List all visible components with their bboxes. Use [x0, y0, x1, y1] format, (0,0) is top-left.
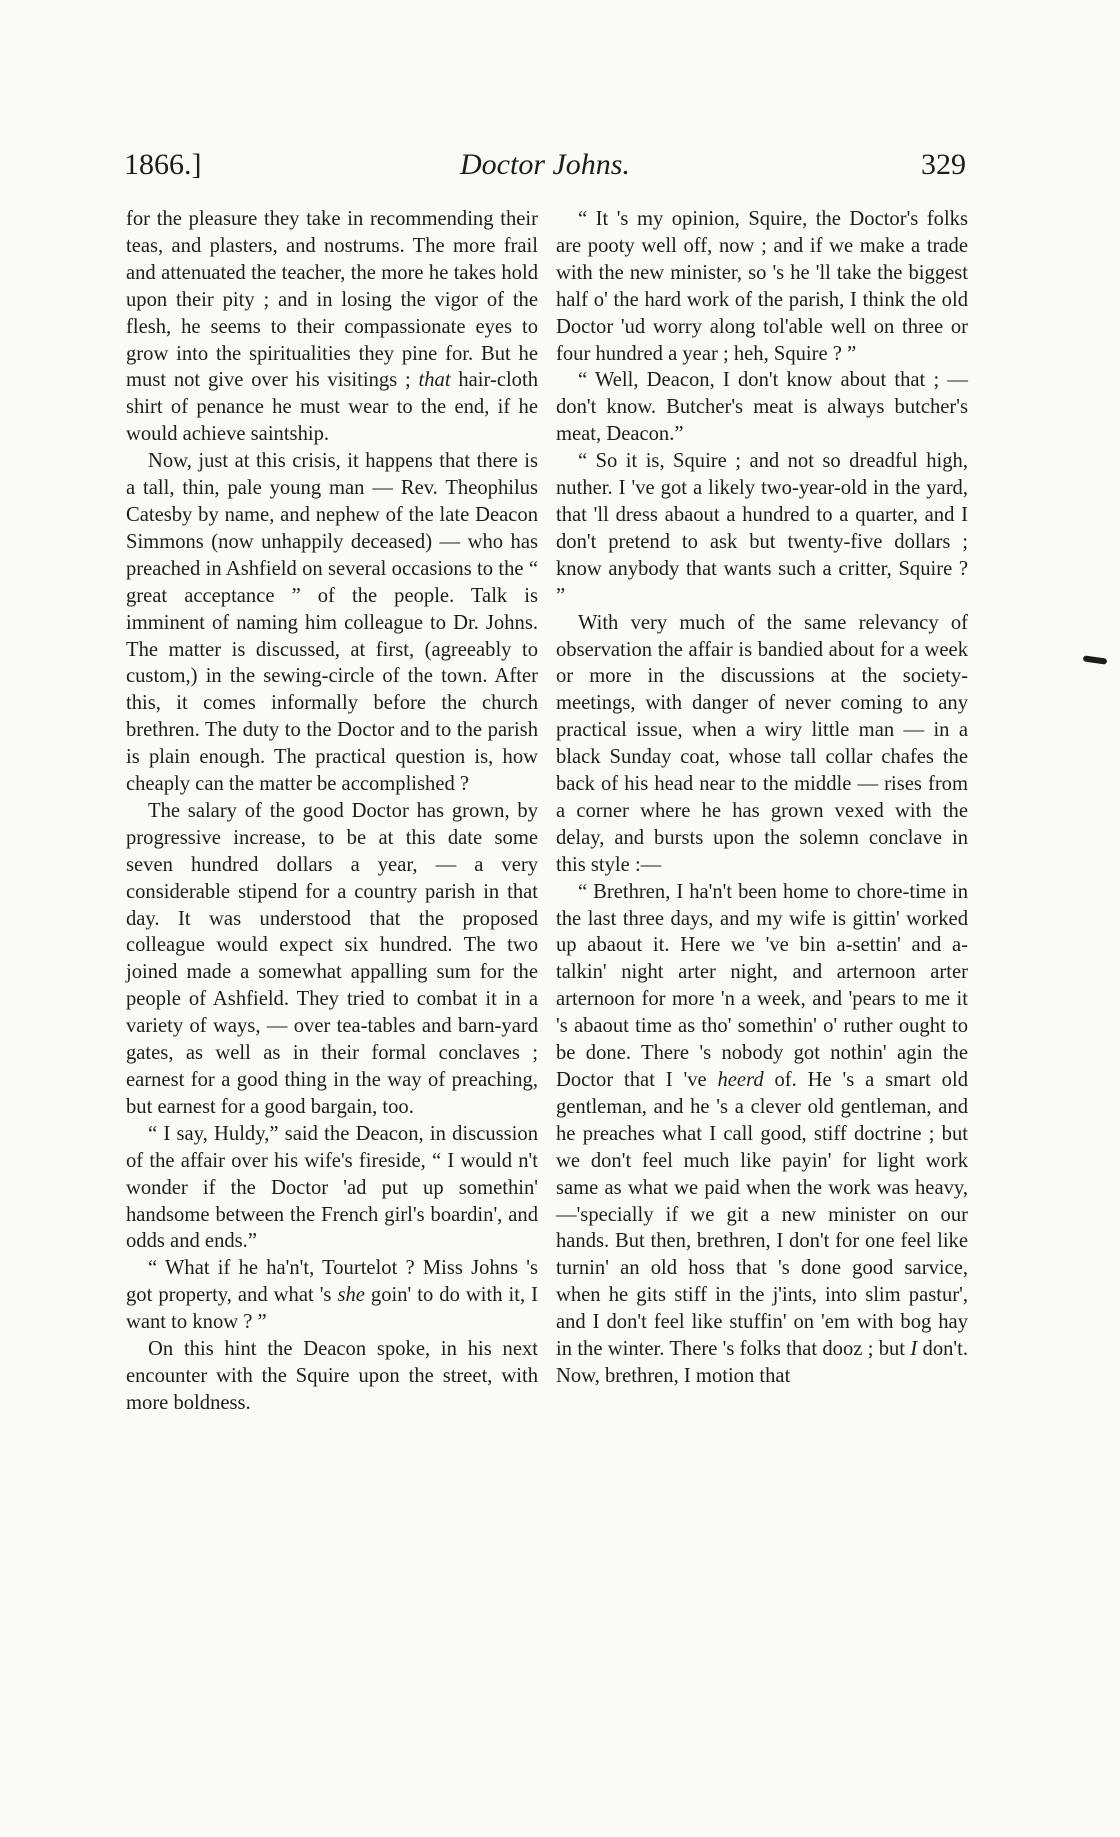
right-column — [556, 206, 968, 1390]
page-number: 329 — [921, 148, 966, 181]
margin-ink-mark — [1083, 655, 1108, 664]
paragraph: With very much of the same relevancy of observation the affair is bandied about for a week or more in the discussions at the society-meetings, with danger of never coming to any practical issue, when a wiry little man — in a black Sunday coat, whose tall collar chafes the back of his head near to the middle — rises from a corner where he has grown vexed with the delay, and bursts upon the solemn conclave in this style :— — [556, 611, 968, 876]
emphasis: I — [910, 1338, 918, 1361]
left-column — [126, 206, 538, 1417]
emphasis: heerd — [717, 1069, 764, 1091]
emphasis: she — [337, 1284, 365, 1307]
paragraph: “ It 's my opinion, Squire, the Doctor's folks are pooty well off, now ; and if we make a trade with the new minister, so 's he 'll take the biggest half o' the hard work of the parish, I think the old Doctor 'ud worry along tol'able well on three or four hundred a year ; heh, Squire ? ” — [556, 208, 968, 365]
paragraph: “ What if he ha'n't, Tourtelot ? Miss Johns 's got property, and what 's she goin' to do with it, I want to know ? ” — [126, 1257, 538, 1334]
paragraph: Now, just at this crisis, it happens that there is a tall, thin, pale young man — Rev. Theophilus Catesby by name, and nephew of the late Deacon Simmons (now unhappily deceased) — who has preached in Ashfield on several occasions to the “ great acceptance ” of the people. Talk is imminent of naming him colleague to Dr. Johns. The matter is discussed, at first, (agreeably to custom,) in the sewing-circle of the town. After this, it comes informally before the church brethren. The duty to the Doctor and to the parish is plain enough. The practical question is, how cheaply can the matter be accomplished ? — [126, 450, 538, 796]
running-header — [124, 148, 966, 192]
page-title: Doctor Johns. — [460, 148, 630, 181]
paragraph: for the pleasure they take in recommending their teas, and plasters, and nostrums. The more frail and attenuated the teacher, the more he takes hold upon their pity ; and in losing the vigor of the flesh, he seems to their compassionate eyes to grow into the spiritualities they pine for. But he must not give over his visitings ; that hair-cloth shirt of penance he must wear to the end, if he would achieve saintship. — [126, 208, 538, 446]
paragraph: “ I say, Huldy,” said the Deacon, in discussion of the affair over his wife's fireside, “ I would n't wonder if the Doctor 'ad put up somethin' handsome between the French girl's boardin', and odds and ends.” — [126, 1122, 538, 1253]
issue-year: 1866.] — [124, 148, 202, 181]
paragraph: “ So it is, Squire ; and not so dreadful high, nuther. I 've got a likely two-year-old in the yard, that 'll dress abaout a hundred to a quarter, and I don't pretend to ask but twenty-five dollars ; know anybody that wants such a critter, Squire ? ” — [556, 450, 968, 607]
paragraph: On this hint the Deacon spoke, in his next encounter with the Squire upon the street, with more boldness. — [126, 1338, 538, 1414]
paragraph: “ Well, Deacon, I don't know about that ; — don't know. Butcher's meat is always butcher's meat, Deacon.” — [556, 369, 968, 446]
paragraph: The salary of the good Doctor has grown, by progressive increase, to be at this date some seven hundred dollars a year, — a very considerable stipend for a country parish in that day. It was understood that the proposed colleague would expect six hundred. The two joined made a somewhat appalling sum for the people of Ashfield. They tried to combat it in a variety of ways, — over tea-tables and barn-yard gates, as well as in their formal conclaves ; earnest for a good thing in the way of preaching, but earnest for a good bargain, too. — [126, 799, 538, 1118]
paragraph: “ Brethren, I ha'n't been home to chore-time in the last three days, and my wife is gittin' worked up abaout it. Here we 've bin a-settin' and a-talkin' night arter night, and arternoon arter arternoon for more 'n a week, and 'pears to me it 's abaout time as tho' somethin' o' ruther ought to be done. There 's nobody got nothin' agin the Doctor that I 've heerd of. He 's a smart old gentleman, and he 's a clever old gentleman, and he preaches what I call good, stiff doctrine ; but we don't feel much like payin' for light work same as what we paid when the work was heavy,—'specially if we git a new minister on our hands. But then, brethren, I don't for one feel like turnin' an old hoss that 's done good sarvice, when he gits stiff in the j'ints, into slim pastur', and I don't feel like stuffin' on 'em with bog hay in the winter. There 's folks that dooz ; but I don't. Now, brethren, I motion that — [556, 880, 969, 1387]
emphasis: that — [418, 369, 451, 392]
